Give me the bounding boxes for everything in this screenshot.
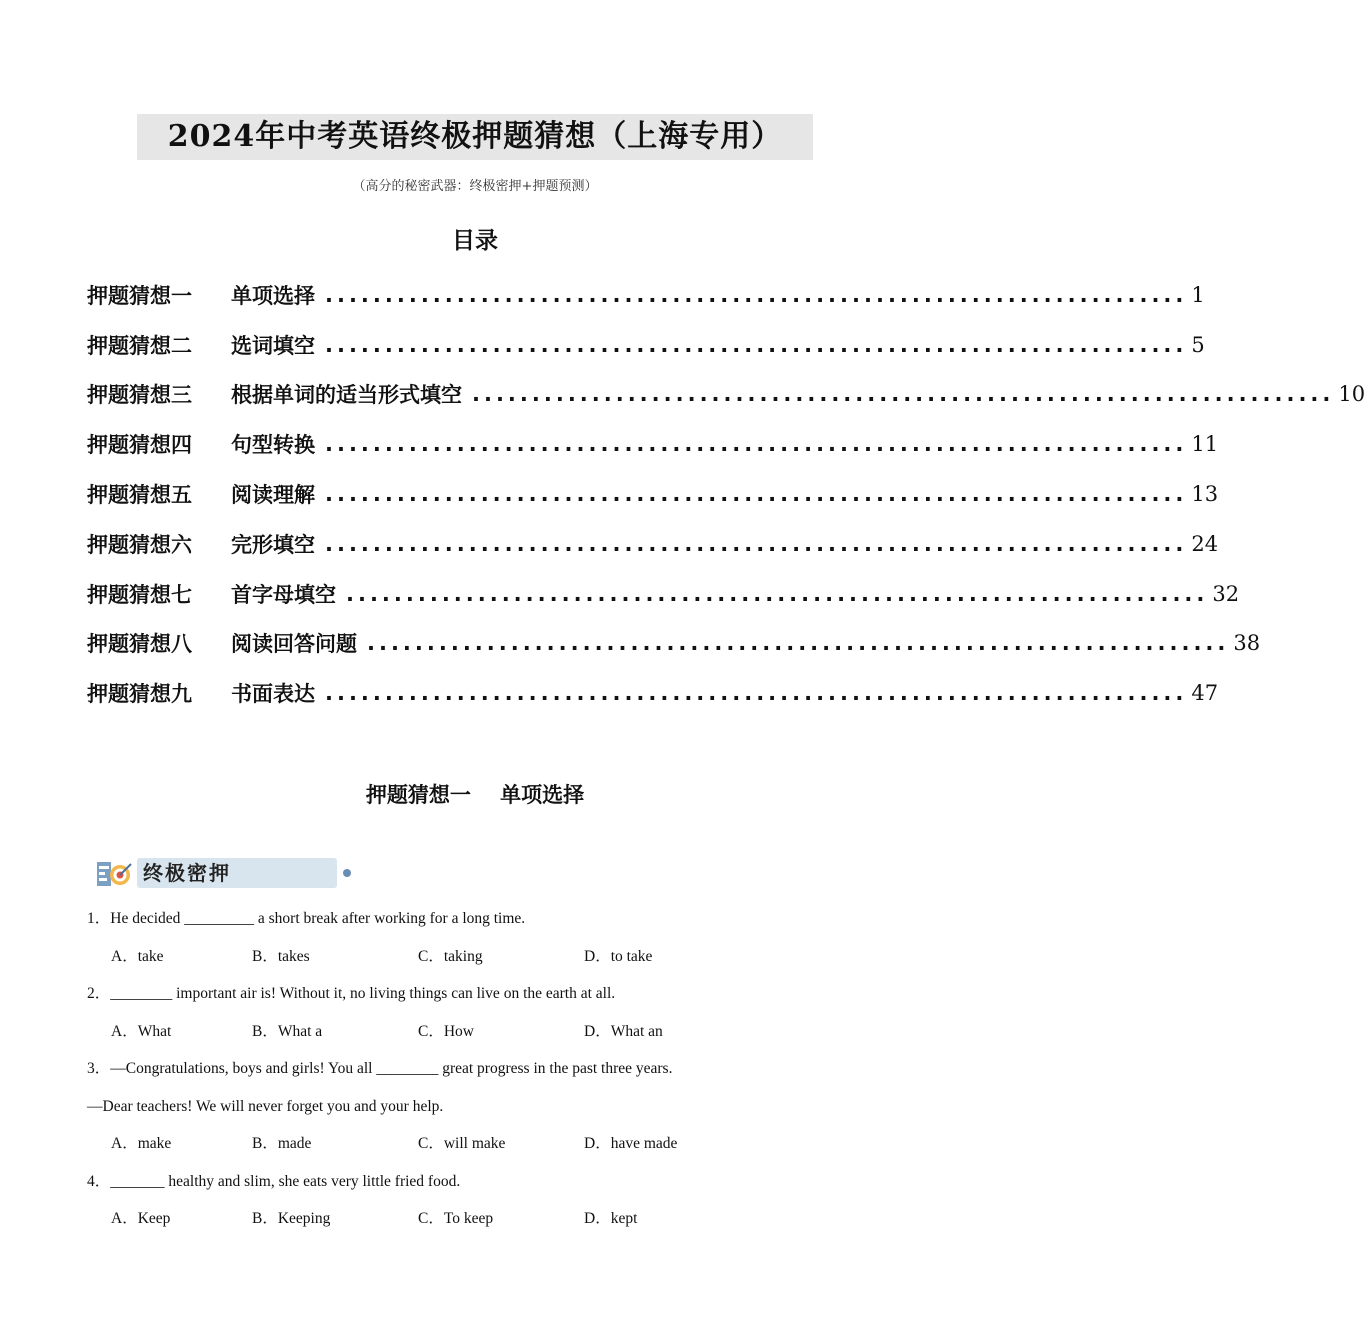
option-b[interactable]: B．Keeping (252, 1210, 331, 1227)
toc-entry-title: 书面表达 (231, 682, 315, 707)
option-b[interactable]: B．takes (252, 947, 310, 965)
question-list (87, 906, 887, 1244)
option-d[interactable]: D．have made (584, 1135, 678, 1152)
toc-leader-dots: ........................................................................ (325, 432, 1188, 457)
question-dialogue-reply: —Dear teachers! We will never forget you and your help. (87, 1097, 444, 1115)
toc-entry-title: 阅读理解 (231, 483, 315, 508)
option-c[interactable]: C．To keep (418, 1210, 494, 1227)
toc-entry-number: 押题猜想一 (87, 283, 192, 308)
option-a[interactable]: A．take (111, 947, 164, 965)
toc-entry-number: 押题猜想六 (87, 532, 192, 557)
toc-entry-1[interactable] (87, 270, 1205, 320)
toc-leader-dots: ........................................................................ (325, 482, 1188, 507)
option-c[interactable]: C．taking (418, 947, 483, 965)
option-a[interactable]: A．Keep (111, 1210, 171, 1227)
question-stem: 1．He decided _________ a short break after working for a long time. (87, 910, 526, 927)
toc-entry-page: 47 (1191, 681, 1219, 706)
toc-entry-7[interactable] (87, 569, 1240, 619)
document-subtitle: （高分的秘密武器：终极密押+押题预测） (352, 179, 598, 194)
option-a[interactable]: A．make (111, 1135, 172, 1152)
toc-entry-number: 押题猜想三 (87, 383, 192, 408)
toc-leader-dots: ........................................................................ (325, 282, 1188, 307)
toc-entry-page: 10 (1338, 382, 1365, 407)
option-c[interactable]: C．How (418, 1022, 474, 1040)
toc-entry-4[interactable] (87, 419, 1219, 469)
option-c[interactable]: C．will make (418, 1135, 506, 1152)
toc-entry-8[interactable] (87, 619, 1261, 669)
toc-entry-page: 38 (1233, 631, 1261, 656)
option-row (87, 1019, 887, 1057)
section-heading: 押题猜想一 单项选择 (365, 783, 585, 807)
toc-heading: 目录 (452, 228, 498, 254)
table-of-contents (87, 270, 1365, 718)
toc-entry-number: 押题猜想八 (87, 632, 192, 657)
toc-entry-number: 押题猜想二 (87, 333, 192, 358)
document-title: 2024年中考英语终极押题猜想（上海专用） (167, 119, 783, 154)
toc-entry-title: 完形填空 (231, 532, 315, 557)
toc-entry-title: 根据单词的适当形式填空 (231, 383, 462, 408)
toc-leader-dots: ........................................................................ (346, 581, 1209, 606)
badge-dot (343, 869, 351, 877)
toc-leader-dots: ........................................................................ (367, 631, 1230, 656)
toc-entry-page: 11 (1191, 432, 1219, 457)
toc-leader-dots: ........................................................................ (325, 531, 1188, 556)
toc-entry-title: 选词填空 (231, 333, 315, 358)
option-b[interactable]: B．What a (252, 1022, 323, 1040)
toc-entry-number: 押题猜想四 (87, 433, 192, 458)
toc-leader-dots: ........................................................................ (472, 382, 1335, 407)
target-icon (95, 858, 133, 890)
toc-entry-title: 句型转换 (231, 433, 315, 458)
option-a[interactable]: A．What (111, 1022, 172, 1040)
toc-entry-2[interactable] (87, 320, 1205, 370)
toc-entry-page: 13 (1191, 482, 1219, 507)
option-d[interactable]: D．What an (584, 1022, 663, 1040)
question-stem: 3．—Congratulations, boys and girls! You all ________ great progress in the past three years. (87, 1060, 673, 1077)
option-row (87, 944, 887, 982)
option-b[interactable]: B．made (252, 1135, 312, 1152)
toc-entry-5[interactable] (87, 469, 1219, 519)
toc-entry-page: 5 (1191, 332, 1205, 357)
option-d[interactable]: D．to take (584, 947, 653, 965)
question-stem: 4．_______ healthy and slim, she eats very little fried food. (87, 1172, 461, 1190)
option-row (87, 1206, 887, 1244)
toc-entry-page: 24 (1191, 531, 1219, 556)
toc-entry-3[interactable] (87, 370, 1365, 420)
toc-entry-9[interactable] (87, 668, 1219, 718)
question-stem: 2．________ important air is! Without it, no living things can live on the earth at all. (87, 985, 616, 1002)
toc-entry-title: 阅读回答问题 (231, 632, 357, 657)
toc-entry-number: 押题猜想九 (87, 682, 192, 707)
badge-label: 终极密押 (137, 858, 337, 888)
option-d[interactable]: D．kept (584, 1210, 638, 1227)
option-row (87, 1131, 887, 1169)
toc-leader-dots: ........................................................................ (325, 681, 1188, 706)
toc-entry-title: 首字母填空 (231, 582, 336, 607)
toc-entry-number: 押题猜想五 (87, 483, 192, 508)
toc-entry-title: 单项选择 (231, 283, 315, 308)
toc-leader-dots: ........................................................................ (325, 332, 1188, 357)
toc-entry-page: 32 (1212, 581, 1240, 606)
toc-entry-number: 押题猜想七 (87, 582, 192, 607)
toc-entry-6[interactable] (87, 519, 1219, 569)
toc-entry-page: 1 (1191, 282, 1205, 307)
